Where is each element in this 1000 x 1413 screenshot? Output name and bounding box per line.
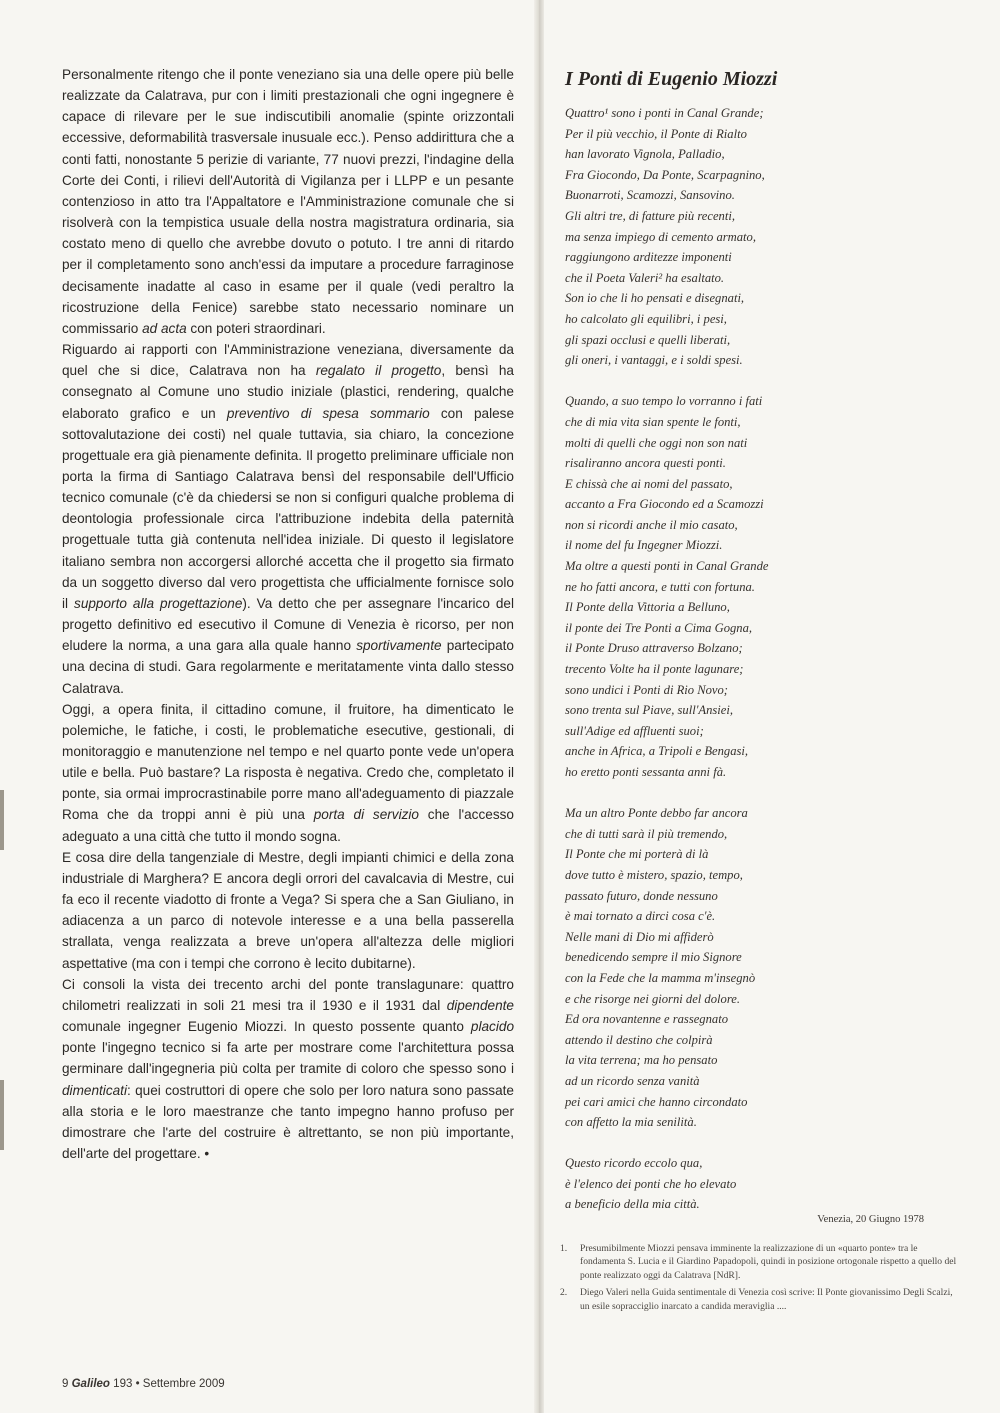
poem-verse: accanto a Fra Giocondo ed a Scamozzi: [565, 497, 764, 512]
poem-verse: Il Ponte che mi porterà di là: [565, 847, 709, 862]
article-paragraph: [62, 339, 514, 699]
poem-verse: pei cari amici che hanno circondato: [565, 1094, 748, 1109]
footnote: [560, 1242, 960, 1282]
poem-verse: gli oneri, i vantaggi, e i soldi spesi.: [565, 353, 743, 368]
poem-verse: non si ricordi anche il mio casato,: [565, 517, 738, 532]
poem-verse: che di mia vita sian spente le fonti,: [565, 414, 741, 429]
poem-verse: ad un ricordo senza vanità: [565, 1073, 700, 1088]
poem-verse: che di tutti sarà il più tremendo,: [565, 826, 728, 841]
poem-verse: Gli altri tre, di fatture più recenti,: [565, 208, 735, 223]
poem-verse: passato futuro, donde nessuno: [565, 888, 718, 903]
text-run: con palese sottovalutazione dei costi) nel quale tuttavia, sia chiaro, la concezione progettuale era già pienamente definita. Il progetto preliminare ufficiale non porta la firma di Santiago Calatrava bensì del responsabile dell'Ufficio tecnico comunale (c'è da chiedersi se non si configuri qualche problema di deontologia professionale circa l'attribuzione indebita della paternità progettuale tutta già contenuta nell'idea iniziale. Di questo il legislatore italiano sembra non accorgersi allorché accetta che il progetto sia firmato da un soggetto diverso dal vero progettista che ufficialmente fornisce solo il: [62, 405, 515, 611]
poem-stanza: [565, 391, 965, 782]
italic-phrase: preventivo di spesa sommario: [226, 405, 430, 421]
scan-edge-mark: [0, 1080, 4, 1150]
poem-verse: E chissà che ai nomi del passato,: [565, 476, 733, 491]
poem-verse: a beneficio della mia città.: [565, 1197, 700, 1212]
poem-verse: Quando, a suo tempo lo vorranno i fati: [565, 394, 763, 409]
poem-verse: e che risorge nei giorni del dolore.: [565, 991, 740, 1006]
text-run: Riguardo ai rapporti con l'Amministrazione veneziana, diversamente da quel che si dice, Calatrava non ha: [62, 342, 514, 379]
page-gutter: [534, 0, 544, 1413]
magazine-name: Galileo: [71, 1378, 110, 1390]
article-paragraph: [62, 847, 514, 974]
poem-verse: Ed ora novantenne e rassegnato: [565, 1012, 728, 1027]
text-run: comunale ingegner Eugenio Miozzi. In questo possente quanto: [62, 1019, 471, 1035]
article-paragraph: [62, 64, 514, 339]
text-run: che l'accesso adeguato a una città che tutto il mondo sogna.: [62, 807, 514, 844]
poem-title: I Ponti di Eugenio Miozzi: [565, 68, 778, 90]
poem-verse: risaliranno ancora questi ponti.: [565, 456, 726, 471]
poem-verse: sono undici i Ponti di Rio Novo;: [565, 682, 729, 697]
poem-verse: Nelle mani di Dio mi affiderò: [565, 929, 714, 944]
italic-phrase: dipendente: [446, 997, 514, 1013]
poem-verse: molti di quelli che oggi non son nati: [565, 435, 748, 450]
italic-phrase: dimenticati: [62, 1082, 127, 1098]
poem-verse: anche in Africa, a Tripoli e Bengasi,: [565, 744, 749, 759]
poem-signature: Venezia, 20 Giugno 1978: [817, 1214, 924, 1225]
italic-phrase: regalato il progetto: [315, 363, 442, 379]
poem-verse: ne ho fatti ancora, e tutti con fortuna.: [565, 579, 755, 594]
poem-body: [565, 103, 965, 1236]
italic-phrase: porta di servizio: [313, 807, 419, 823]
poem-verse: Per il più vecchio, il Ponte di Rialto: [565, 126, 747, 141]
article-paragraph: [62, 699, 514, 847]
poem-verse: è l'elenco dei ponti che ho elevato: [565, 1176, 737, 1191]
footnote-number: 2.: [560, 1287, 568, 1299]
poem-verse: ho eretto ponti sessanta anni fà.: [565, 765, 727, 779]
poem-verse: attendo il destino che colpirà: [565, 1032, 713, 1047]
text-run: : quei costruttori di opere che solo per loro natura sono passate alla storia e le loro maestranze che tanto impegno hanno profuso per dimostrare che l'arte del costruire è altrettanto, se non più importante, dell'arte del progettare. •: [62, 1082, 514, 1161]
footnote-text: Diego Valeri nella Guida sentimentale di Venezia così scrive: Il Ponte giovanissimo Degli Scalzi, un esile sopracciglio inarcato a candida meraviglia ....: [580, 1287, 953, 1312]
poem-verse: che il Poeta Valeri² ha esaltato.: [565, 270, 725, 285]
poem-verse: dove tutto è mistero, spazio, tempo,: [565, 867, 743, 882]
poem-verse: la vita terrena; ma ho pensato: [565, 1053, 718, 1068]
italic-phrase: supporto alla progettazione: [74, 595, 243, 611]
page-number: 9: [62, 1378, 69, 1390]
poem-verse: Ma un altro Ponte debbo far ancora: [565, 806, 748, 821]
poem-verse: sull'Adige ed affluenti suoi;: [565, 723, 704, 738]
article-paragraph: [62, 974, 514, 1164]
poem-verse: Ma oltre a questi ponti in Canal Grande: [565, 559, 769, 574]
poem-verse: han lavorato Vignola, Palladio,: [565, 147, 725, 162]
text-run: Ci consoli la vista dei trecento archi del ponte translagunare: quattro chilometri realizzati in soli 21 mesi tra il 1930 e il 1931 dal: [62, 976, 514, 1013]
poem-verse: ma senza impiego di cemento armato,: [565, 229, 756, 244]
poem-verse: Son io che li ho pensati e disegnati,: [565, 291, 745, 306]
poem-verse: benedicendo sempre il mio Signore: [565, 950, 742, 965]
text-run: Oggi, a opera finita, il cittadino comune, il fruitore, ha dimenticato le polemiche, le fatiche, i costi, le problematiche esecutive, gestionali, di monitoraggio e manutenzione nel tempo e nel quarto ponte vede un'opera utile e bella. Può bastare? La risposta è negativa. Credo che, completato il ponte, sia ormai improcrastinabile porre mano all'adeguamento di piazzale Roma che da troppi anni è più una: [62, 701, 514, 823]
poem-verse: Questo ricordo eccolo qua,: [565, 1156, 703, 1171]
text-run: ponte l'ingegno tecnico si fa arte per mostrare come l'architettura possa germinare dall'ingegneria più colta per tramite di coloro che spesso sono i: [62, 1040, 514, 1077]
text-run: , bensì ha consegnato al Comune uno studio iniziale (plastici, rendering, qualche elaborato grafico e un: [62, 363, 514, 421]
poem-verse: trecento Volte ha il ponte lagunare;: [565, 662, 744, 677]
poem-verse: Buonarroti, Scamozzi, Sansovino.: [565, 188, 735, 203]
poem-verse: Fra Giocondo, Da Ponte, Scarpagnino,: [565, 167, 765, 182]
poem-verse: il Ponte Druso attraverso Bolzano;: [565, 641, 743, 656]
poem-stanza: [565, 803, 965, 1133]
footnote-number: 1.: [560, 1243, 568, 1254]
poem-stanza: [565, 103, 965, 371]
poem-verse: ho calcolato gli equilibri, i pesi,: [565, 311, 727, 326]
poem-verse: con la Fede che la mamma m'insegnò: [565, 970, 756, 985]
text-run: E cosa dire della tangenziale di Mestre, degli impianti chimici e della zona industriale di Marghera? E ancora degli orrori del cavalcavia di Mestre, cui fa eco il recente viadotto di fronte a Vega? Si spera che a San Giuliano, in adiacenza a un parco di notevole interesse e a una bella passerella strallata, venga realizzata a breve un'opera all'altezza delle migliori aspettative (ma con i tempi che corrono è lecito dubitarne).: [62, 849, 514, 971]
text-run: Personalmente ritengo che il ponte veneziano sia una delle opere più belle realizzate da Calatrava, pur con i limiti prestazionali che ogni ingegnere è capace di rilevare per le sue indiscutibili anomalie (spinte orizzontali eccessive, deformabilità trasversale inusuale ecc.). Penso addirittura che a conti fatti, nonostante 5 perizie di variante, 77 nuovi prezzi, l'indagine della Corte dei Conti, i rilievi dell'Autorità di Vigilanza per i LLPP e un pesante contenzioso in atto tra l'Appaltatore e l'Amministrazione comunale che si risolverà con la tempistica usuale della nostra magistratura ordinaria, sia costato meno di quello che avrebbe dovuto o potuto. I tre anni di ritardo per il completamento sono anch'essi da imputare a procedure farraginose decisamente inadatte al caso in esame per il quale (vedi peraltro la ricostruzione della Fenice) sarebbe stato necessario nominare un commissario: [62, 67, 514, 336]
article-body: [62, 64, 514, 1164]
issue-number: 193: [113, 1378, 133, 1390]
poem-verse: Quattro¹ sono i ponti in Canal Grande;: [565, 106, 764, 120]
footnote-text: Presumibilmente Miozzi pensava imminente la realizzazione di un «quarto ponte» tra le fondamenta S. Lucia e il Giardino Papadopoli, quindi in posizione ortogonale rispetto a quello del ponte realizzato oggi da Calatrava [NdR].: [580, 1243, 957, 1281]
footnotes: [560, 1242, 960, 1317]
poem-verse: è mai tornato a dirci cosa c'è.: [565, 909, 716, 924]
scan-edge-mark: [0, 790, 4, 850]
poem-stanza: [565, 1153, 965, 1215]
text-run: partecipato una decina di studi. Gara regolarmente e meritatamente vinta dallo stesso Calatrava.: [62, 638, 514, 696]
poem-verse: gli spazi occlusi e quelli liberati,: [565, 332, 731, 347]
poem-verse: Il Ponte della Vittoria a Belluno,: [565, 600, 730, 615]
issue-date: • Settembre 2009: [135, 1378, 225, 1390]
poem-verse: sono trenta sul Piave, sull'Ansiei,: [565, 703, 734, 718]
italic-phrase: sportivamente: [356, 638, 442, 654]
text-run: con poteri straordinari.: [186, 320, 326, 336]
footnote: [560, 1286, 960, 1313]
text-run: ). Va detto che per assegnare l'incarico del progetto definitivo ed esecutivo il Comune di Venezia è ricorso, per non eludere la norma, a una gara alla quale hanno: [62, 595, 514, 654]
poem-verse: il ponte dei Tre Ponti a Cima Gogna,: [565, 620, 753, 635]
poem-verse: raggiungono arditezze imponenti: [565, 250, 732, 265]
poem-verse: con affetto la mia senilità.: [565, 1115, 697, 1130]
poem-verse: il nome del fu Ingegner Miozzi.: [565, 538, 723, 553]
italic-phrase: ad acta: [142, 320, 187, 336]
page-footer: [62, 1378, 225, 1390]
italic-phrase: placido: [470, 1019, 514, 1035]
